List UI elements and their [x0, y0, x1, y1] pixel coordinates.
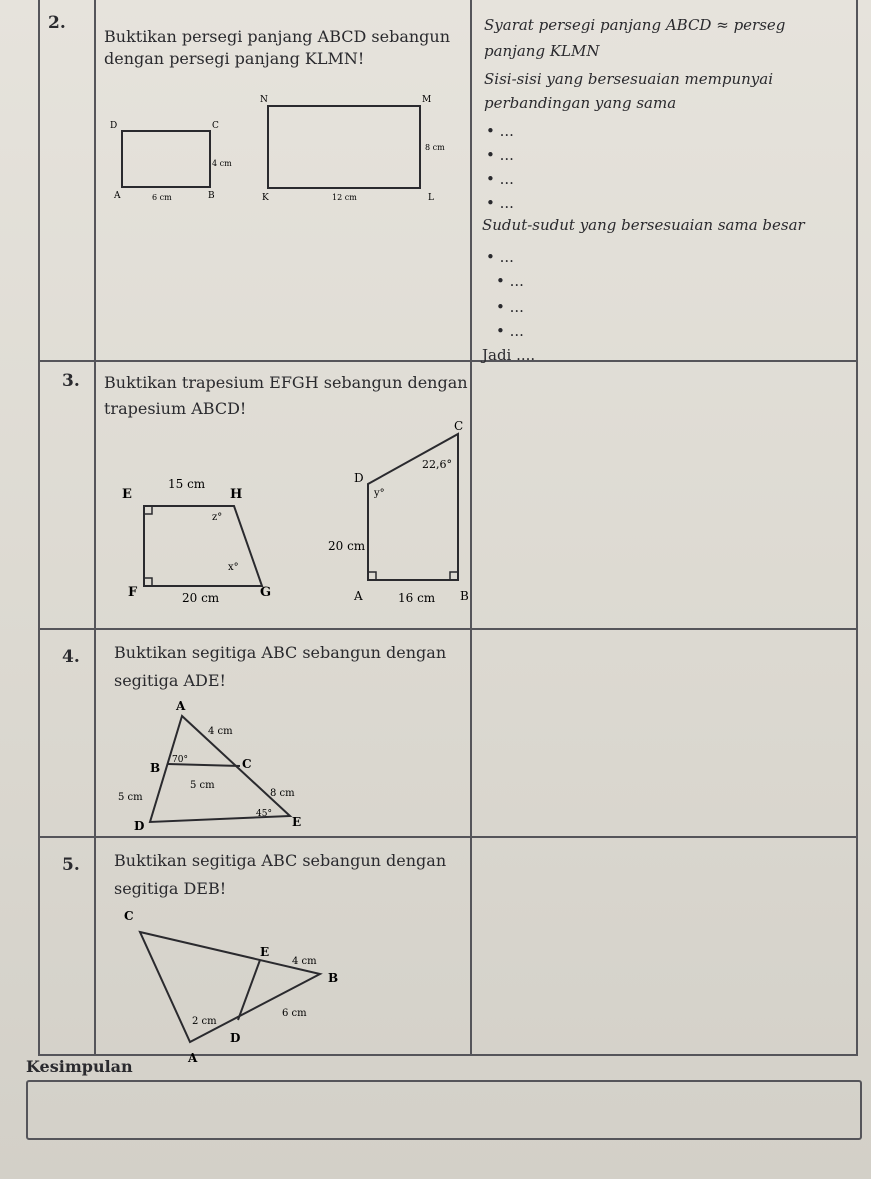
q3-prompt-line2: trapesium ABCD! — [104, 399, 247, 418]
q2-prompt-line1: Buktikan persegi panjang ABCD sebangun — [104, 27, 451, 46]
q2-answer-line2: panjang KLMN — [484, 42, 600, 60]
tri4-length-bc: 5 cm — [190, 780, 215, 791]
trap1-label-h: H — [230, 487, 243, 502]
trapezium-efgh — [144, 506, 262, 586]
tri4-length-bd: 5 cm — [118, 792, 143, 803]
triangle-abc — [140, 932, 320, 1042]
trap2-label-d: D — [354, 471, 364, 485]
right-angle-mark-e — [144, 506, 152, 514]
right-angle-mark-a — [368, 572, 376, 580]
q2-conclusion-jadi: Jadi .... — [482, 346, 536, 364]
trap1-label-g: G — [260, 585, 272, 600]
tri4-label-d: D — [134, 819, 145, 833]
row-divider-q5 — [38, 836, 858, 838]
rect2-label-m: M — [422, 95, 432, 105]
rectangle-abcd — [122, 131, 210, 187]
trap1-top-length: 15 cm — [168, 477, 206, 491]
q4-prompt-line2: segitiga ADE! — [114, 671, 226, 690]
q2-blank-bullet-3: • ... — [486, 170, 514, 188]
rectangle-klmn — [268, 106, 420, 188]
trap1-angle-x: x° — [228, 562, 239, 573]
q2-rectangles-figure — [100, 88, 460, 218]
row-divider-q4 — [38, 628, 858, 630]
conclusion-answer-box[interactable] — [26, 1080, 862, 1140]
trap2-label-c: C — [454, 420, 464, 433]
conclusion-title: Kesimpulan — [26, 1057, 133, 1076]
tri4-label-e: E — [292, 815, 302, 829]
q2-blank-bullet-2: • ... — [486, 146, 514, 164]
tri5-length-ad: 2 cm — [192, 1016, 217, 1027]
trap2-side-length: 20 cm — [328, 539, 366, 553]
tri5-label-e: E — [260, 945, 270, 959]
trap2-angle-c: 22,6° — [422, 458, 452, 471]
rect2-base-length: 12 cm — [332, 193, 357, 202]
rect2-label-l: L — [428, 193, 434, 203]
q2-angles-heading: Sudut-sudut yang bersesuaian sama besar — [482, 216, 805, 234]
rect1-side-length: 4 cm — [212, 159, 232, 168]
q4-prompt-line1: Buktikan segitiga ABC sebangun dengan — [114, 643, 447, 662]
tri5-length-db: 6 cm — [282, 1008, 307, 1019]
rect1-label-a: A — [114, 191, 121, 201]
trapezium-abcd — [368, 434, 458, 580]
q2-answer-line4: perbandingan yang sama — [484, 94, 677, 112]
q2-angle-bullet-2: • ... — [496, 272, 524, 290]
q4-triangles-figure — [110, 696, 330, 836]
tri4-label-b: B — [150, 761, 161, 775]
question-number-2: 2. — [48, 13, 66, 33]
tri4-length-ab: 4 cm — [208, 726, 233, 737]
table-border-right — [856, 0, 858, 1056]
q5-prompt-line1: Buktikan segitiga ABC sebangun dengan — [114, 851, 447, 870]
tri4-angle-e: 45° — [256, 809, 272, 819]
rect1-label-b: B — [208, 191, 215, 201]
right-angle-mark-f — [144, 578, 152, 586]
table-border-middle — [470, 0, 472, 1056]
question-number-3: 3. — [62, 371, 80, 391]
tri5-label-b: B — [328, 971, 339, 985]
trap2-label-a: A — [354, 589, 363, 603]
tri5-length-eb: 4 cm — [292, 956, 317, 967]
trap2-base-length: 16 cm — [398, 591, 436, 605]
row-divider-q3 — [38, 360, 858, 362]
tri4-label-c: C — [242, 757, 252, 771]
tri5-label-d: D — [230, 1031, 241, 1045]
q5-triangles-figure — [110, 902, 350, 1062]
q2-blank-bullet-1: • ... — [486, 122, 514, 140]
trap1-angle-z: z° — [212, 512, 223, 523]
tri4-length-ce: 8 cm — [270, 788, 295, 799]
rect2-label-k: K — [262, 193, 269, 203]
q2-answer-line3: Sisi-sisi yang bersesuaian mempunyai — [484, 70, 773, 88]
q5-prompt-line2: segitiga DEB! — [114, 879, 227, 898]
q3-prompt-line1: Buktikan trapesium EFGH sebangun dengan — [104, 373, 468, 392]
q2-angle-bullet-3: • ... — [496, 298, 524, 316]
question-number-4: 4. — [62, 647, 80, 667]
table-border-number-col — [94, 0, 96, 1056]
right-angle-mark-b — [450, 572, 458, 580]
tri4-label-a: A — [176, 699, 186, 713]
q3-trapezoids-figure — [110, 420, 470, 620]
trap2-label-b: B — [460, 589, 469, 603]
trap1-label-f: F — [128, 585, 138, 600]
q2-prompt-line2: dengan persegi panjang KLMN! — [104, 49, 365, 68]
question-number-5: 5. — [62, 855, 80, 875]
rect1-base-length: 6 cm — [152, 193, 172, 202]
tri4-angle-b: 70° — [172, 755, 188, 765]
rect2-side-length: 8 cm — [425, 143, 445, 152]
table-border-left — [38, 0, 40, 1056]
q2-angle-bullet-4: • ... — [496, 322, 524, 340]
q2-blank-bullet-4: • ... — [486, 194, 514, 212]
q2-answer-line1: Syarat persegi panjang ABCD ≈ perseg — [484, 16, 786, 34]
q2-angle-bullet-1: • ... — [486, 248, 514, 266]
tri5-label-a: A — [188, 1051, 198, 1062]
rect1-label-c: C — [212, 121, 219, 131]
rect2-label-n: N — [260, 95, 268, 105]
tri5-label-c: C — [124, 909, 134, 923]
rect1-label-d: D — [110, 121, 118, 131]
trap1-label-e: E — [122, 487, 132, 502]
trap1-bottom-length: 20 cm — [182, 591, 220, 605]
trap2-angle-y: y° — [374, 488, 385, 499]
